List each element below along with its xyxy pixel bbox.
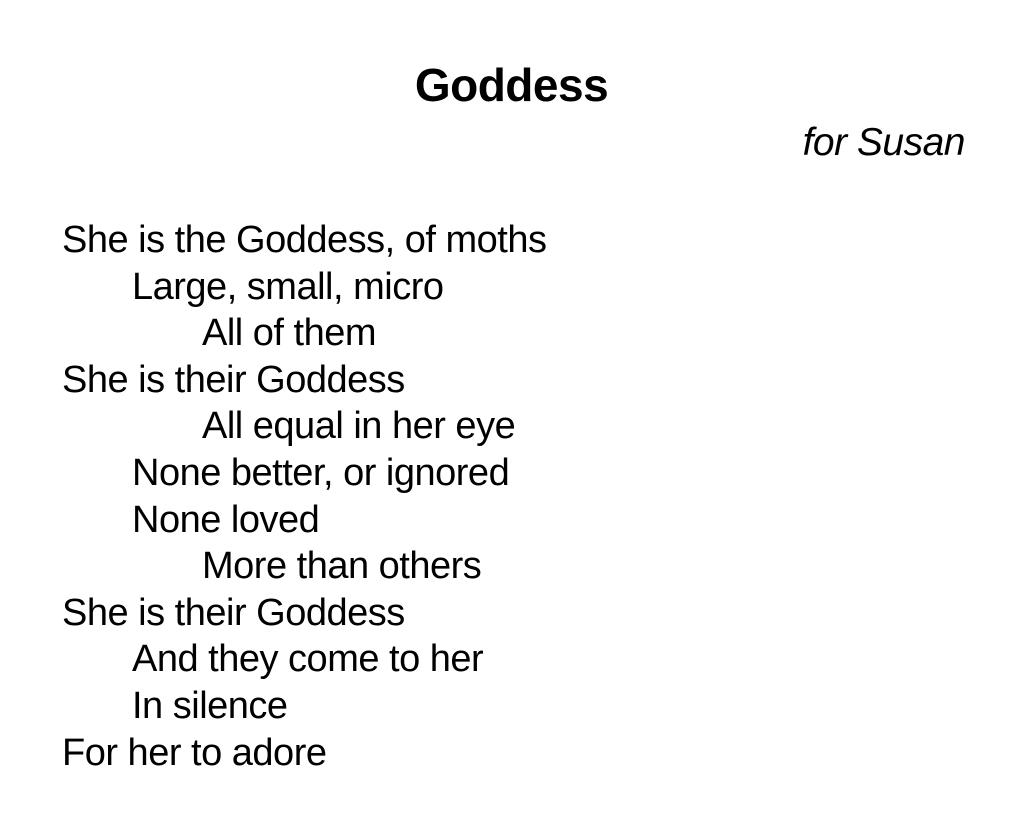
poem-title: Goddess xyxy=(414,59,609,111)
poem-body xyxy=(62,217,1003,776)
poem-line: She is the Goddess, of moths xyxy=(62,219,547,261)
poem-line: All of them xyxy=(202,312,377,355)
poem-line: For her to adore xyxy=(62,731,327,774)
poem-line: None loved xyxy=(132,498,320,541)
poem-line: All equal in her eye xyxy=(202,405,516,448)
poem-line: And they come to her xyxy=(132,638,484,681)
poem-line: She is their Goddess xyxy=(62,358,405,401)
poem-line: None better, or ignored xyxy=(132,451,510,494)
poem-line: In silence xyxy=(132,684,288,727)
poem-line: Large, small, micro xyxy=(132,265,444,308)
poem-line: She is their Goddess xyxy=(62,591,405,634)
poem-line: More than others xyxy=(202,545,482,588)
poem-dedication: for Susan xyxy=(802,121,965,164)
